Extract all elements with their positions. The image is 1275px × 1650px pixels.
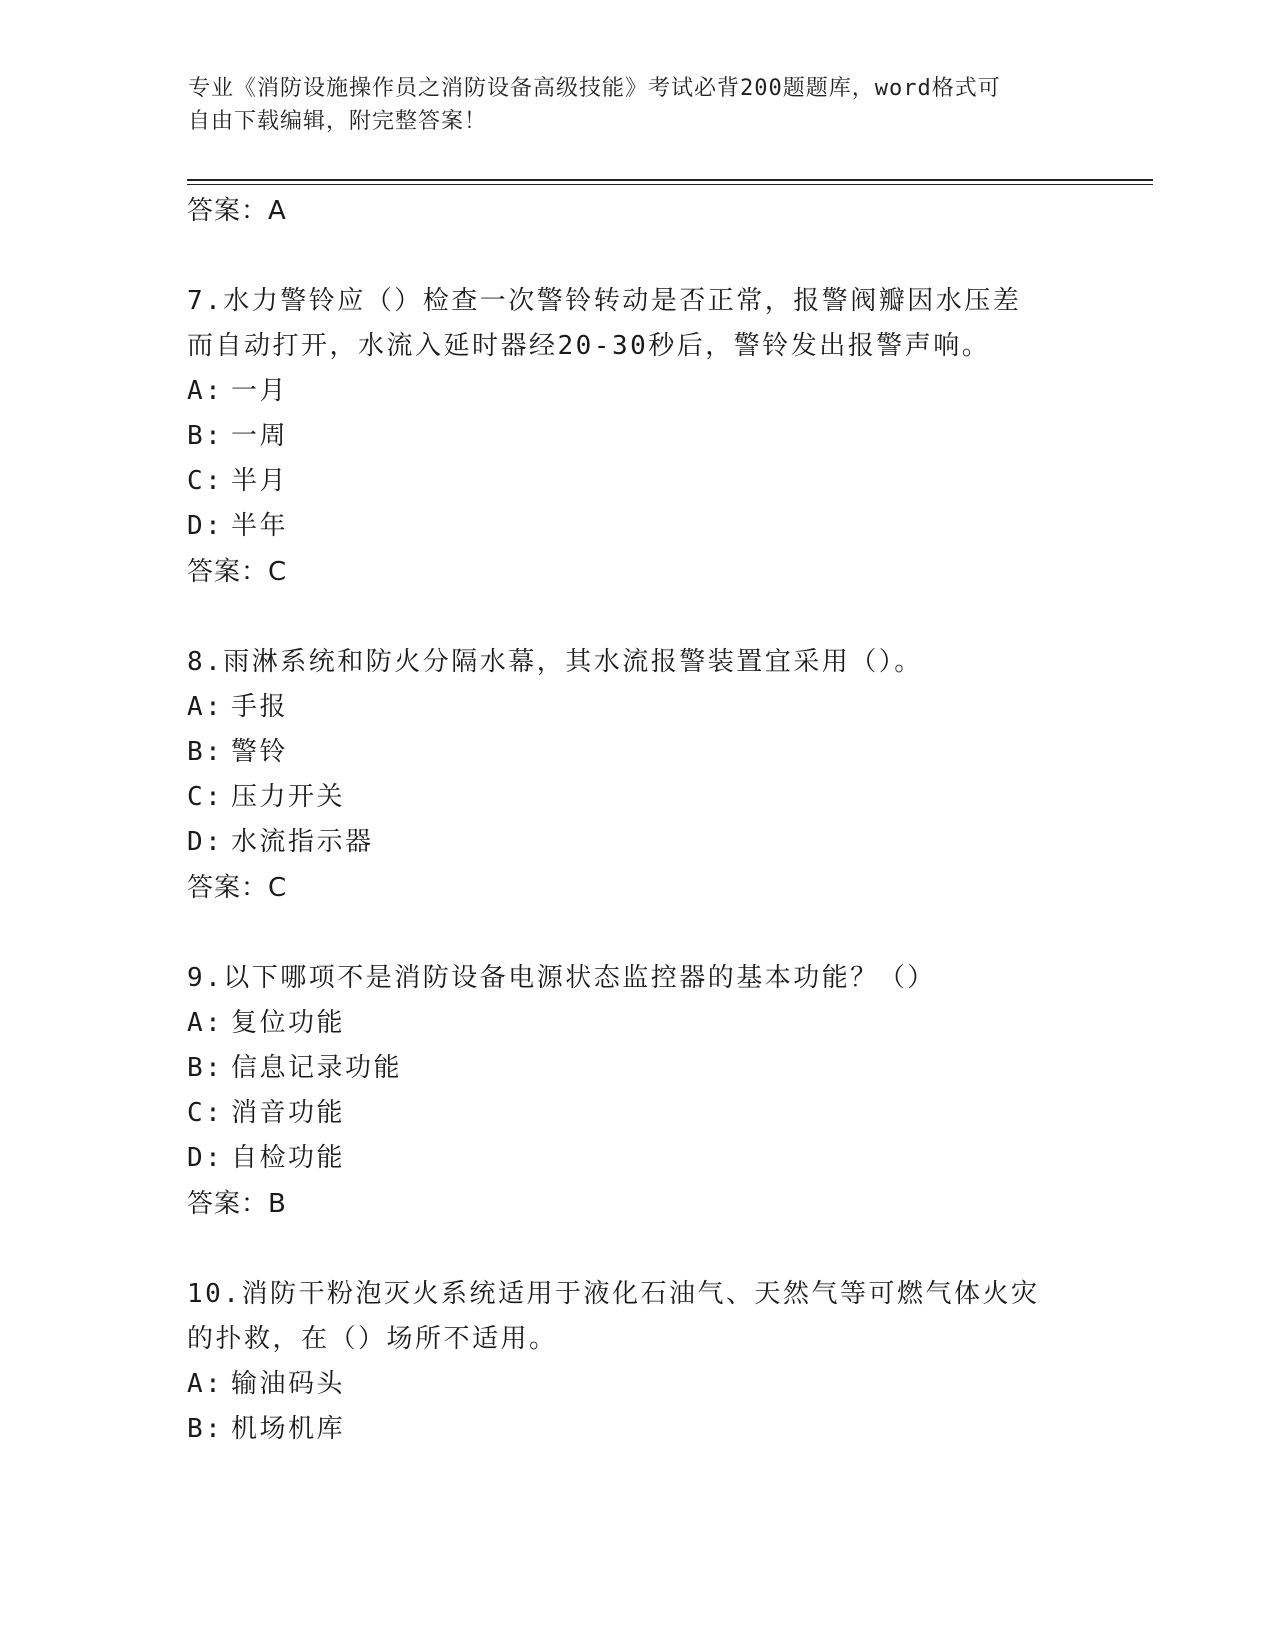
question-stem: 7.水力警铃应（）检查一次警铃转动是否正常，报警阀瓣因水压差而自动打开，水流入延时器经20-30秒后，警铃发出报警声响。 <box>187 286 1022 361</box>
header-divider-thick <box>187 179 1153 181</box>
option-letter: A: <box>187 1369 224 1399</box>
option-item <box>187 369 1087 414</box>
option-letter: B: <box>187 1053 224 1083</box>
option-letter: A: <box>187 376 224 406</box>
question-stem: 10.消防干粉泡灭火系统适用于液化石油气、天然气等可燃气体火灾的扑救，在（）场所不适用。 <box>187 1279 1040 1354</box>
option-letter: C: <box>187 1098 224 1128</box>
option-letter: B: <box>187 737 224 767</box>
option-text: 机场机库 <box>231 1414 346 1444</box>
option-text: 一月 <box>231 376 289 406</box>
question-block <box>187 640 1087 911</box>
option-text: 消音功能 <box>231 1098 346 1128</box>
question-block <box>187 956 1087 1227</box>
document-header <box>188 72 1088 138</box>
option-letter: A: <box>187 1008 224 1038</box>
option-text: 信息记录功能 <box>231 1053 403 1083</box>
question-stem: 8.雨淋系统和防火分隔水幕，其水流报警装置宜采用（）。 <box>187 647 923 677</box>
option-text: 水流指示器 <box>231 827 374 857</box>
option-letter: C: <box>187 782 224 812</box>
option-item <box>187 685 1087 730</box>
question-stem: 9.以下哪项不是消防设备电源状态监控器的基本功能？（） <box>187 963 936 993</box>
option-text: 自检功能 <box>231 1143 346 1173</box>
answer-line: 答案：C <box>187 557 288 587</box>
option-item <box>187 1001 1087 1046</box>
answer-line: 答案：B <box>187 1189 287 1219</box>
option-item <box>187 459 1087 504</box>
question-list <box>187 188 1087 1452</box>
header-divider-thin <box>187 184 1153 185</box>
option-item <box>187 504 1087 549</box>
option-letter: B: <box>187 421 224 451</box>
option-item <box>187 1362 1087 1407</box>
option-letter: B: <box>187 1414 224 1444</box>
option-letter: D: <box>187 1143 224 1173</box>
option-text: 半年 <box>231 511 289 541</box>
option-item <box>187 775 1087 820</box>
option-text: 一周 <box>231 421 289 451</box>
option-text: 复位功能 <box>231 1008 346 1038</box>
question-block <box>187 1272 1087 1452</box>
option-item <box>187 1091 1087 1136</box>
option-letter: A: <box>187 692 224 722</box>
option-item <box>187 1136 1087 1181</box>
answer-line: 答案：A <box>187 196 287 226</box>
option-letter: D: <box>187 511 224 541</box>
option-text: 半月 <box>231 466 289 496</box>
option-item <box>187 1046 1087 1091</box>
option-text: 压力开关 <box>231 782 346 812</box>
option-item <box>187 414 1087 459</box>
option-letter: C: <box>187 466 224 496</box>
option-text: 手报 <box>231 692 289 722</box>
question-block <box>187 279 1087 595</box>
option-letter: D: <box>187 827 224 857</box>
option-item <box>187 1407 1087 1452</box>
answer-line: 答案：C <box>187 873 288 903</box>
option-text: 输油码头 <box>231 1369 346 1399</box>
option-text: 警铃 <box>231 737 289 767</box>
option-item <box>187 820 1087 865</box>
option-item <box>187 730 1087 775</box>
header-line-2: 自由下载编辑，附完整答案！ <box>188 109 488 134</box>
header-line-1: 专业《消防设施操作员之消防设备高级技能》考试必背200题题库，word格式可 <box>188 76 1001 101</box>
